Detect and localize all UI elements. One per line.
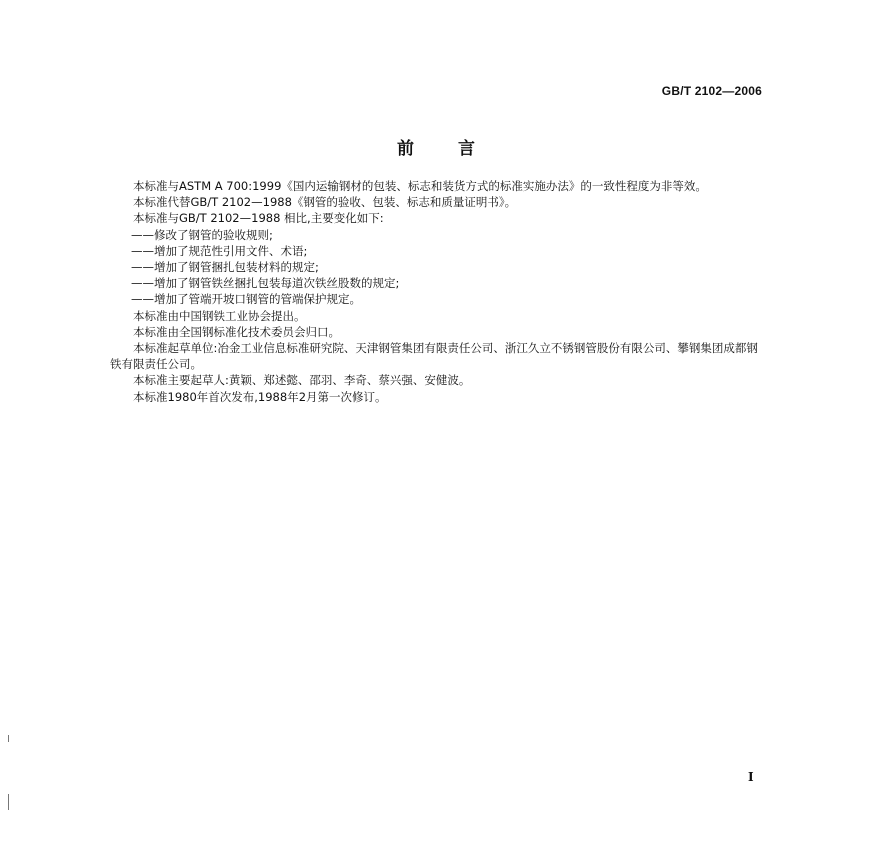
scan-artifact-line [8,735,9,742]
paragraph-centralized-by: 本标准由全国钢标准化技术委员会归口。 [133,324,340,339]
page-title: 前言 [397,139,519,159]
paragraph-proposed-by: 本标准由中国钢铁工业协会提出。 [133,308,306,323]
page-number: I [748,770,754,784]
standard-code: GB/T 2102—2006 [661,84,762,98]
paragraph-changes-intro: 本标准与GB/T 2102—1988 相比,主要变化如下: [133,211,384,226]
scan-artifact-line [8,794,9,810]
paragraph-replaces: 本标准代替GB/T 2102—1988《钢管的验收、包装、标志和质量证明书》。 [133,195,517,210]
change-item: ——增加了钢管铁丝捆扎包装每道次铁丝股数的规定; [131,276,400,291]
paragraph-drafters: 本标准主要起草人:黄颖、郑述懿、邵羽、李奇、蔡兴强、安健波。 [133,373,471,388]
paragraph-history: 本标准1980年首次发布,1988年2月第一次修订。 [133,389,387,404]
change-item: ——修改了钢管的验收规则; [131,227,273,242]
change-item: ——增加了管端开坡口钢管的管端保护规定。 [131,292,361,307]
paragraph-drafting-units: 本标准起草单位:冶金工业信息标准研究院、天津钢管集团有限责任公司、浙江久立不锈钢管股份有限公司、攀钢集团成都钢铁有限责任公司。 [110,341,758,372]
foreword-body [110,178,768,405]
change-item: ——增加了规范性引用文件、术语; [131,243,308,258]
change-item: ——增加了钢管捆扎包装材料的规定; [131,260,319,275]
paragraph-consistency: 本标准与ASTM A 700:1999《国内运输钢材的包装、标志和装货方式的标准实施办法》的一致性程度为非等效。 [133,179,707,193]
